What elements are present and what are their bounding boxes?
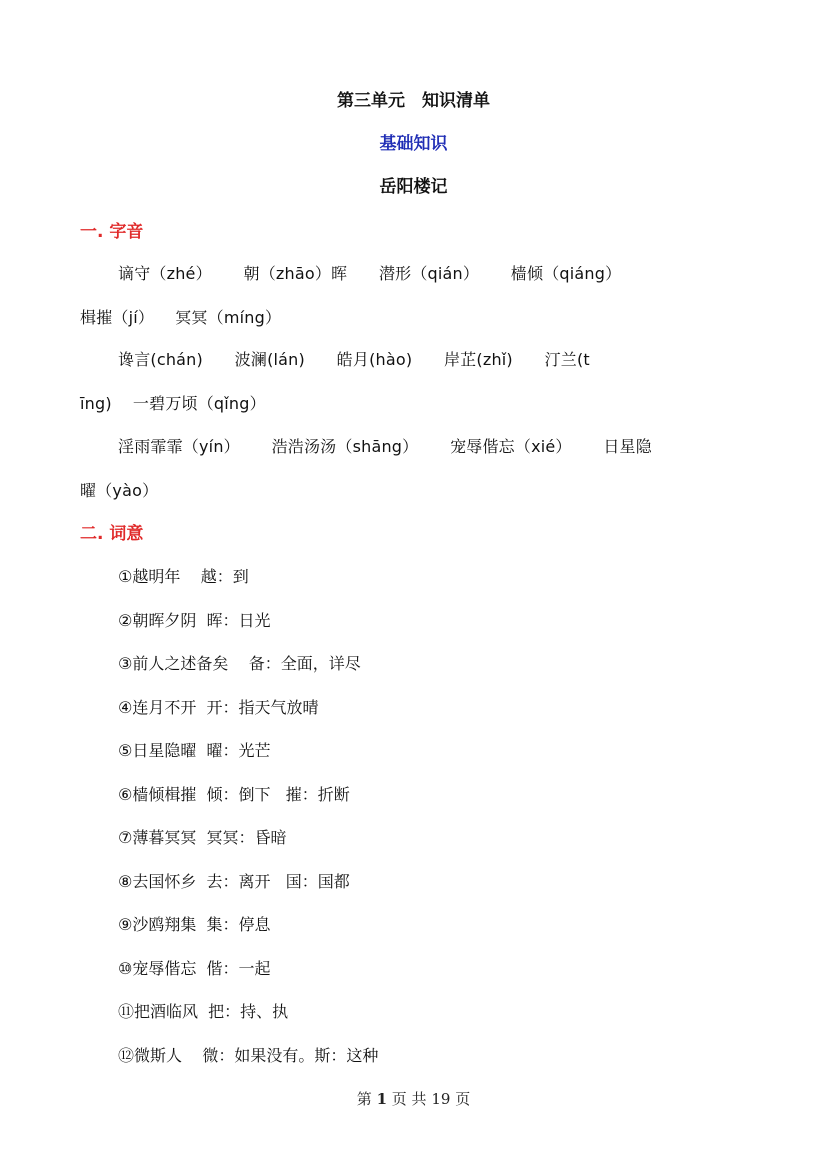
page-footer [0,1088,827,1110]
meaning-item: ⑤日星隐曜 曜：光芒 [118,741,271,760]
lesson-title: 岳阳楼记 [379,177,448,197]
meaning-item: ⑩宠辱偕忘 偕：一起 [118,958,271,978]
pronunciation-line: 曜（yào） [80,481,159,500]
pronunciation-heading: 一. 字音 [80,222,144,242]
footer-suffix: 页 [455,1090,471,1108]
meanings-list [118,555,378,1077]
meaning-item: ①越明年 越：到 [118,567,249,586]
current-page-number: 1 [376,1090,387,1108]
pronunciation-paragraph-1 [80,252,752,340]
pronunciation-line: 谗言(chán) 波澜(lán) 皓月(hào) 岸芷(zhǐ) 汀兰(t [118,350,590,369]
pronunciation-line: 淫雨霏霏（yín） 浩浩汤汤（shāng） 宠辱偕忘（xié） 日星隐 [118,437,652,456]
meaning-item: ⑪把酒临风 把：持、执 [118,1002,289,1021]
meaning-item: ②朝晖夕阴 晖：日光 [118,610,271,630]
total-pages: 19 [431,1090,451,1108]
pronunciation-paragraph-3 [80,425,752,513]
pronunciation-line: 谪守（zhé） 朝（zhāo）晖 潜形（qián） 樯倾（qiáng） [118,264,622,283]
meaning-item: ③前人之述备矣 备：全面，详尽 [118,654,361,673]
footer-middle: 页 共 [391,1090,427,1108]
meaning-item: ⑦薄暮冥冥 冥冥：昏暗 [118,828,287,847]
section-subtitle: 基础知识 [379,134,448,154]
meaning-item: ④连月不开 开：指天气放晴 [118,697,319,717]
meaning-item: ⑧去国怀乡 去：离开 国：国都 [118,871,350,891]
pronunciation-line: 楫摧（jí） 冥冥（míng） [80,308,282,327]
meanings-heading: 二. 词意 [80,524,144,544]
footer-prefix: 第 [356,1090,372,1108]
meaning-item: ⑫微斯人 微：如果没有。斯：这种 [118,1045,379,1065]
meaning-item: ⑨沙鸥翔集 集：停息 [118,915,271,934]
pronunciation-line: īng) 一碧万顷（qǐng） [80,394,266,413]
unit-title: 第三单元 知识清单 [337,91,490,111]
meaning-item: ⑥樯倾楫摧 倾：倒下 摧：折断 [118,784,350,804]
pronunciation-paragraph-2 [80,338,752,426]
